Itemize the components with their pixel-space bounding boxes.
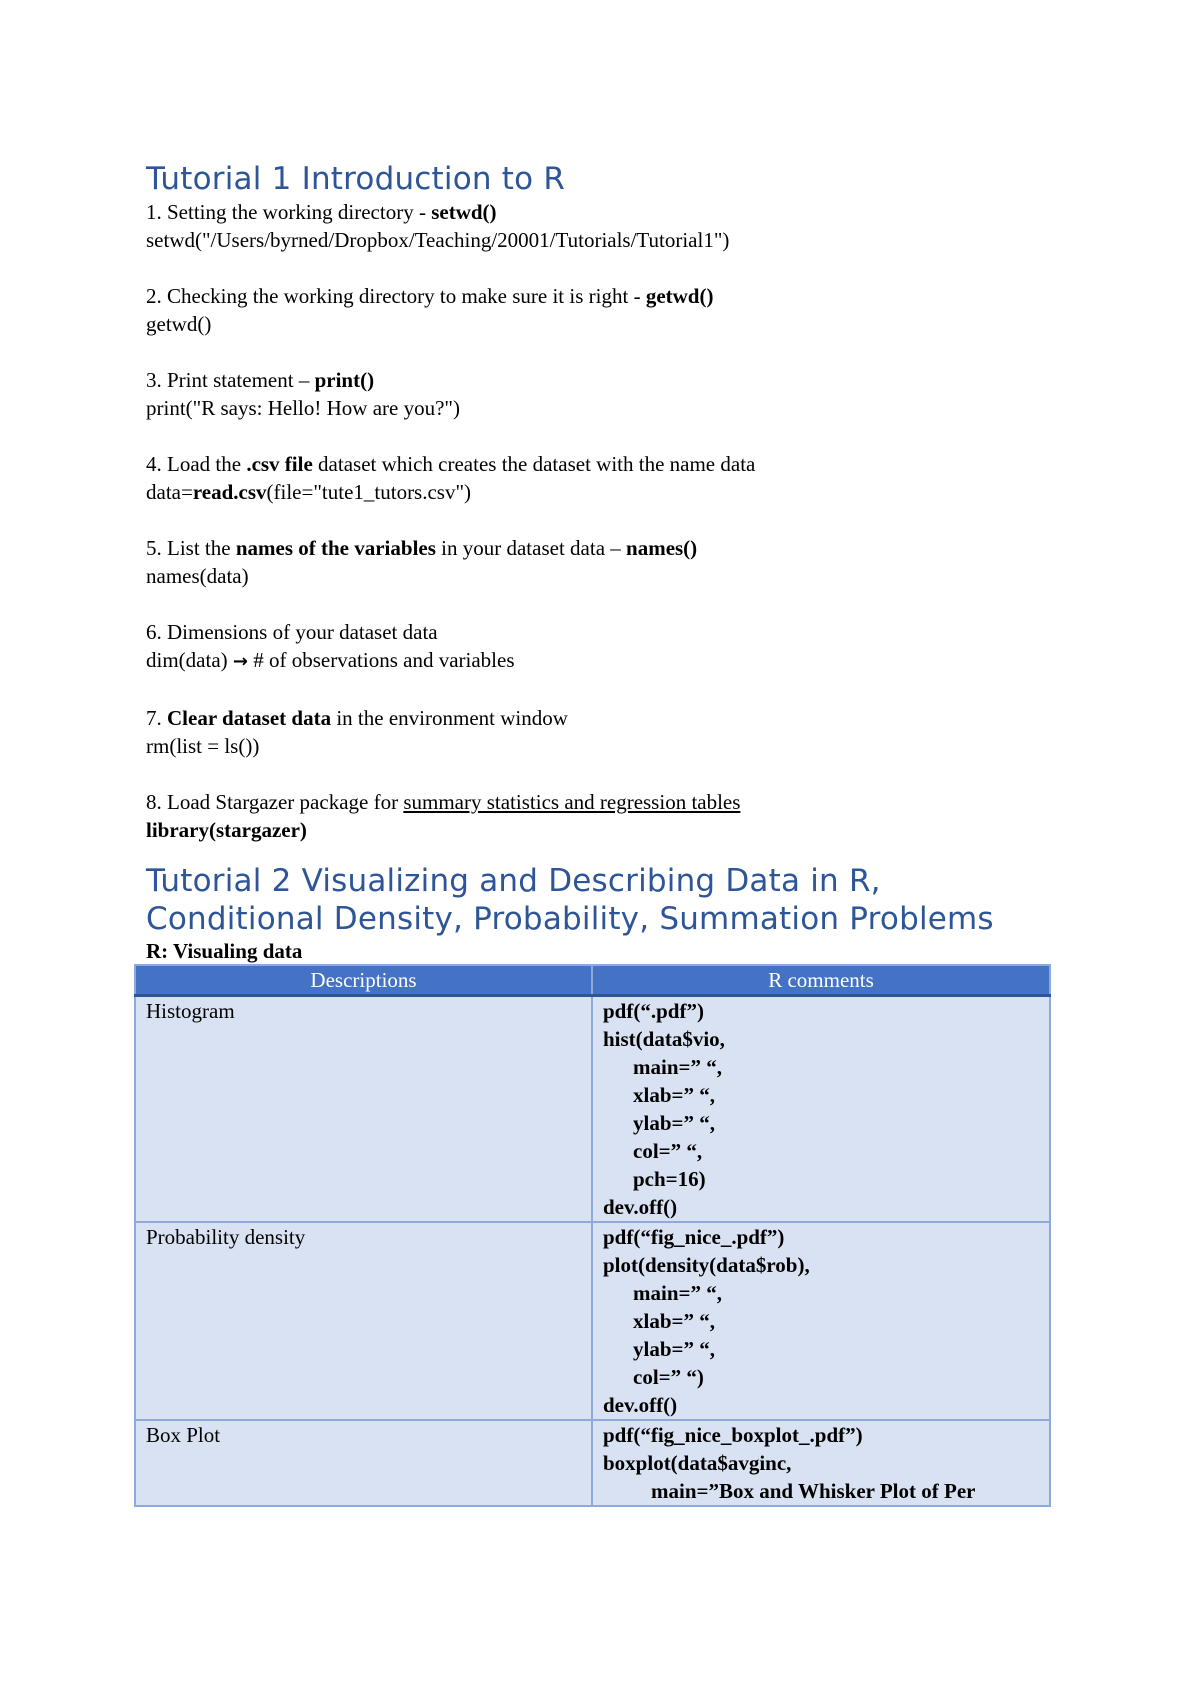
heading-line-1: Tutorial 2 Visualizing and Describing Data in R, — [146, 863, 881, 899]
tutorial2-heading — [146, 862, 1061, 938]
code-line — [146, 478, 1061, 506]
code-line: col=” “) — [633, 1365, 704, 1389]
tutorial1-heading: Tutorial 1 Introduction to R — [146, 161, 566, 197]
step-text: in your dataset data – — [435, 536, 627, 560]
code-cell — [592, 996, 1050, 1223]
code-line: main=”Box and Whisker Plot of Per — [651, 1479, 976, 1503]
code-line: hist(data$vio, — [603, 1027, 725, 1051]
table-row — [135, 1222, 1050, 1420]
step-7 — [146, 704, 1061, 760]
code-text: dim(data) — [146, 648, 233, 672]
step-text: # of observations and variables — [247, 648, 515, 672]
code-line: rm(list = ls()) — [146, 734, 260, 758]
code-line: pch=16) — [633, 1167, 706, 1191]
code-line: xlab=” “, — [633, 1083, 715, 1107]
code-cell — [592, 1420, 1050, 1506]
bold-term: .csv file — [246, 452, 313, 476]
step-text: 3. Print statement – — [146, 368, 315, 392]
code-line: names(data) — [146, 564, 249, 588]
code-cell — [592, 1222, 1050, 1420]
code-line: pdf(“.pdf”) — [603, 999, 704, 1023]
description-cell: Histogram — [135, 996, 592, 1223]
step-text: 6. Dimensions of your dataset data — [146, 620, 438, 644]
subheading: R: Visualing data — [146, 939, 303, 963]
code-line: main=” “, — [633, 1055, 722, 1079]
step-text: 8. Load Stargazer package for — [146, 790, 404, 814]
code-line: getwd() — [146, 312, 212, 336]
r-commands-table — [134, 964, 1051, 1507]
step-3 — [146, 366, 1061, 422]
code-text: (file="tute1_tutors.csv") — [266, 480, 472, 504]
code-line: dev.off() — [603, 1195, 678, 1219]
table-row — [135, 1420, 1050, 1506]
step-text: 7. — [146, 706, 167, 730]
step-2 — [146, 282, 1061, 338]
step-5 — [146, 534, 1061, 590]
code-line: boxplot(data$avginc, — [603, 1451, 792, 1475]
code-line: xlab=” “, — [633, 1309, 715, 1333]
code-line: ylab=” “, — [633, 1111, 715, 1135]
code-line: ylab=” “, — [633, 1337, 715, 1361]
bold-term: Clear dataset data — [167, 706, 332, 730]
column-header: R comments — [592, 965, 1050, 996]
function-name: getwd() — [645, 284, 714, 308]
step-text: 4. Load the — [146, 452, 247, 476]
step-text: dataset which creates the dataset with the name data — [312, 452, 756, 476]
code-line: col=” “, — [633, 1139, 703, 1163]
table-row — [135, 996, 1050, 1223]
step-6 — [146, 618, 1061, 676]
code-line: plot(density(data$rob), — [603, 1253, 810, 1277]
step-text: 5. List the — [146, 536, 236, 560]
step-text: 1. Setting the working directory - — [146, 200, 432, 224]
code-line: dev.off() — [603, 1393, 678, 1417]
code-line — [146, 646, 1061, 676]
function-name: read.csv — [192, 480, 267, 504]
heading-line-2: Conditional Density, Probability, Summation Problems — [146, 901, 994, 937]
step-text: in the environment window — [331, 706, 568, 730]
code-line: library(stargazer) — [146, 818, 307, 842]
table-header-row — [135, 965, 1050, 996]
step-4 — [146, 450, 1061, 506]
function-name: setwd() — [431, 200, 497, 224]
code-text: data= — [146, 480, 193, 504]
arrow-right-icon: → — [232, 651, 248, 672]
column-header: Descriptions — [135, 965, 592, 996]
code-line: main=” “, — [633, 1281, 722, 1305]
step-text: 2. Checking the working directory to make sure it is right - — [146, 284, 646, 308]
document-page — [146, 160, 1061, 1507]
description-cell: Probability density — [135, 1222, 592, 1420]
description-cell: Box Plot — [135, 1420, 592, 1506]
function-name: print() — [314, 368, 375, 392]
code-line: pdf(“fig_nice_boxplot_.pdf”) — [603, 1423, 863, 1447]
step-8 — [146, 788, 1061, 844]
code-line: print("R says: Hello! How are you?") — [146, 396, 460, 420]
function-name: names() — [626, 536, 698, 560]
underlined-term: summary statistics and regression tables — [403, 790, 741, 814]
bold-term: names of the variables — [235, 536, 436, 560]
code-line: pdf(“fig_nice_.pdf”) — [603, 1225, 785, 1249]
step-1 — [146, 198, 1061, 254]
code-line: setwd("/Users/byrned/Dropbox/Teaching/20001/Tutorials/Tutorial1") — [146, 228, 730, 252]
